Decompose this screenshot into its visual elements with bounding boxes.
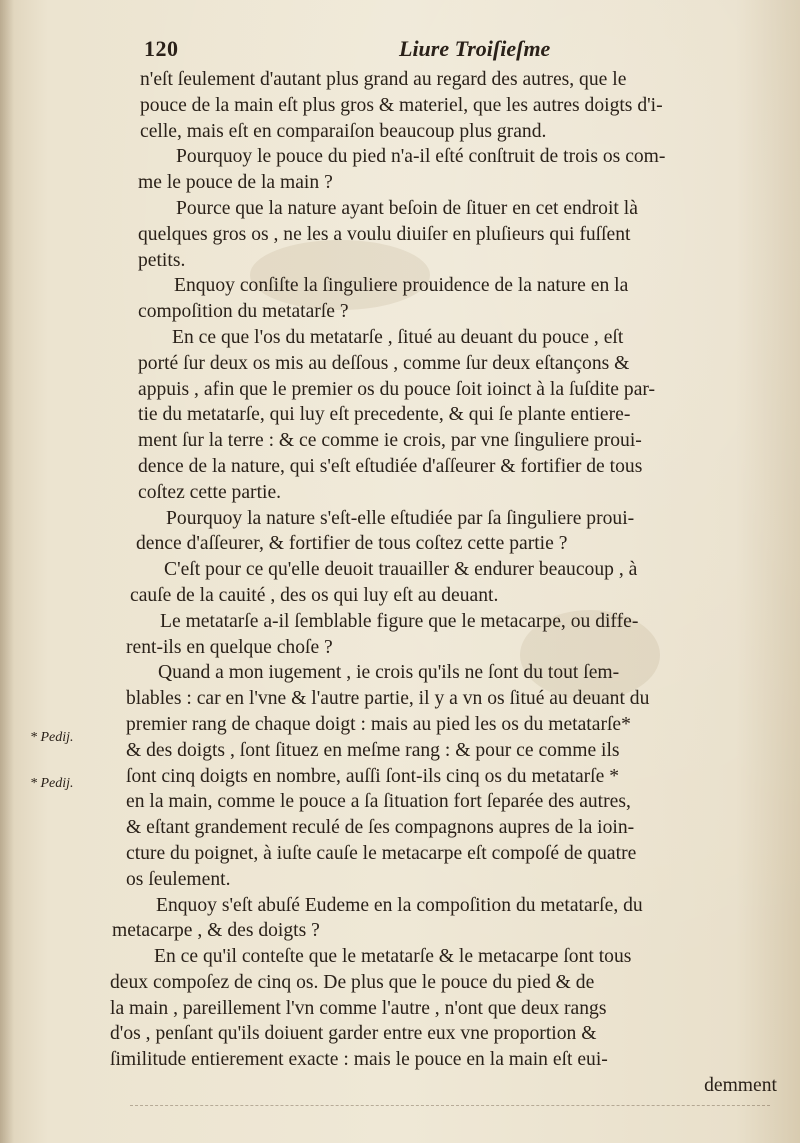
text-line: porté ſur deux os mis au deſſous , comme ſur deux eſtançons & <box>138 352 630 374</box>
text-line: cauſe de la cauité , des os qui luy eſt au deuant. <box>130 584 499 606</box>
page-title: Liure Troiſieſme <box>399 36 551 61</box>
text-line: ſont cinq doigts en nombre, auſſi ſont-ils cinq os du metatarſe * <box>126 765 620 787</box>
text-line: deux compoſez de cinq os. De plus que le pouce du pied & de <box>110 971 595 993</box>
text-line: En ce que l'os du metatarſe , ſitué au deuant du pouce , eſt <box>172 326 624 348</box>
text-line: Quand a mon iugement , ie crois qu'ils ne ſont du tout ſem- <box>158 662 620 684</box>
text-line: os ſeulement. <box>126 868 231 890</box>
text-line: la main , pareillement l'vn comme l'autre , n'ont que deux rangs <box>110 997 607 1019</box>
text-line: Enquoy conſiſte la ſinguliere prouidence de la nature en la <box>174 275 629 297</box>
catchword: demment <box>704 1075 777 1097</box>
text-line: compoſition du metatarſe ? <box>138 301 349 323</box>
text-line: & des doigts , ſont ſituez en meſme rang : & pour ce comme ils <box>126 739 620 761</box>
text-line: ſimilitude entierement exacte : mais le pouce en la main eſt eui- <box>110 1049 608 1071</box>
text-line: tie du metatarſe, qui luy eſt precedente, & qui ſe plante entiere- <box>138 404 631 426</box>
text-line: cture du poignet, à iuſte cauſe le metacarpe eſt compoſé de quatre <box>126 842 637 864</box>
text-line: me le pouce de la main ? <box>138 172 333 194</box>
body-text <box>108 67 783 1099</box>
text-line: premier rang de chaque doigt : mais au pied les os du metatarſe* <box>126 713 631 735</box>
text-line: petits. <box>138 249 186 271</box>
margin-note: * Pedij. <box>30 730 74 745</box>
text-line: celle, mais eſt en comparaiſon beaucoup plus grand. <box>140 120 547 142</box>
text-line: blables : car en l'vne & l'autre partie, il y a vn os ſitué au deuant du <box>126 688 650 710</box>
text-line: coſtez cette partie. <box>138 481 282 503</box>
text-line: pouce de la main eſt plus gros & materiel, que les autres doigts d'i- <box>140 94 663 116</box>
text-line: en la main, comme le pouce a ſa ſituation fort ſeparée des autres, <box>126 791 631 813</box>
text-line: Pourquoy le pouce du pied n'a-il eſté conſtruit de trois os com- <box>176 146 666 168</box>
text-line: dence d'aſſeurer, & fortifier de tous coſtez cette partie ? <box>136 533 568 555</box>
running-head <box>144 36 784 70</box>
text-line: Pource que la nature ayant beſoin de ſituer en cet endroit là <box>176 197 638 219</box>
text-line: metacarpe , & des doigts ? <box>112 920 320 942</box>
page-edge-shadow <box>0 0 14 1143</box>
text-line: rent-ils en quelque choſe ? <box>126 636 333 658</box>
text-line: quelques gros os , ne les a voulu diuiſer en pluſieurs qui fuſſent <box>138 223 631 245</box>
page-bottom-rule <box>130 1105 770 1108</box>
text-line: n'eſt ſeulement d'autant plus grand au regard des autres, que le <box>140 69 627 90</box>
text-line: Pourquoy la nature s'eſt-elle eſtudiée par ſa ſinguliere proui- <box>166 507 635 529</box>
margin-note: * Pedij. <box>30 776 74 791</box>
page-number: 120 <box>144 36 179 61</box>
text-line: Le metatarſe a-il ſemblable figure que le metacarpe, ou diffe- <box>160 610 639 632</box>
text-line: ment ſur la terre : & ce comme ie crois, par vne ſinguliere proui- <box>138 430 642 452</box>
text-line: appuis , afin que le premier os du pouce ſoit ioinct à la ſuſdite par- <box>138 378 656 400</box>
text-line: d'os , penſant qu'ils doiuent garder entre eux vne proportion & <box>110 1023 597 1045</box>
text-line: & eſtant grandement reculé de ſes compagnons aupres de la ioin- <box>126 817 635 839</box>
text-line: dence de la nature, qui s'eſt eſtudiée d'aſſeurer & fortifier de tous <box>138 455 643 477</box>
text-line: C'eſt pour ce qu'elle deuoit trauailler & endurer beaucoup , à <box>164 559 638 581</box>
text-line: Enquoy s'eſt abuſé Eudeme en la compoſition du metatarſe, du <box>156 894 643 916</box>
text-line: En ce qu'il conteſte que le metatarſe & le metacarpe ſont tous <box>154 946 632 968</box>
